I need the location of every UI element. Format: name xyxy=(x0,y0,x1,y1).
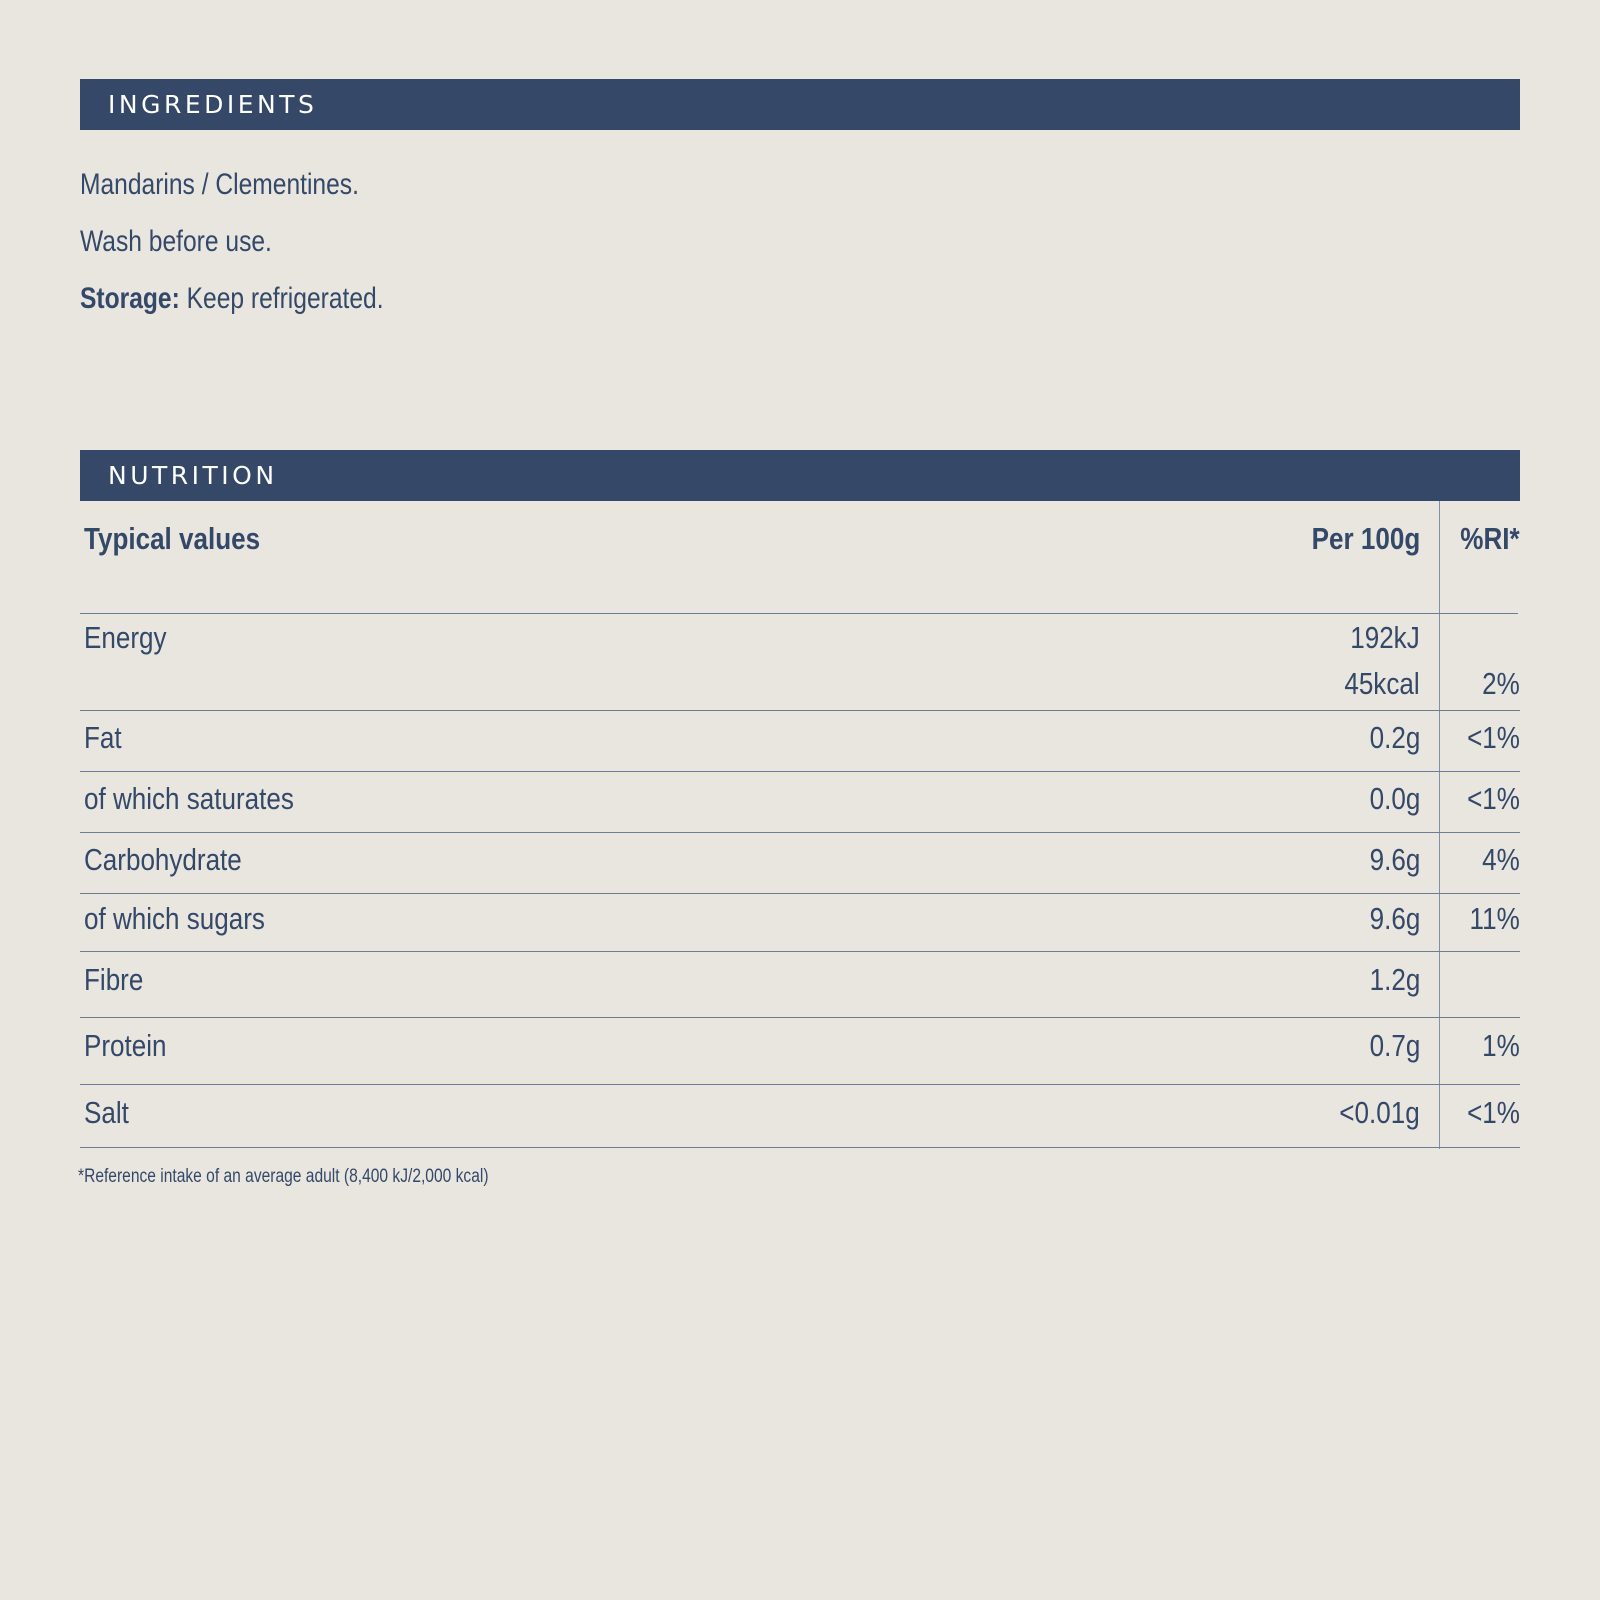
usage-instruction: Wash before use. xyxy=(80,225,272,258)
row-label-saturates: of which saturates xyxy=(84,781,294,816)
nutrition-heading-text: NUTRITION xyxy=(108,461,278,490)
reference-intake-footnote: *Reference intake of an average adult (8,400 kJ/2,000 kcal) xyxy=(78,1166,489,1187)
column-divider xyxy=(1439,501,1440,1149)
ingredients-list: Mandarins / Clementines. xyxy=(80,168,359,201)
row-label-energy: Energy xyxy=(84,620,167,655)
row-label-sugars: of which sugars xyxy=(84,901,265,936)
nutrition-table xyxy=(80,501,1520,1149)
row-value-sugars: 9.6g xyxy=(1369,901,1420,936)
row-value-saturates: 0.0g xyxy=(1369,781,1420,816)
row-value-fat: 0.2g xyxy=(1369,720,1420,755)
row-label-carbohydrate: Carbohydrate xyxy=(84,842,242,877)
row-divider xyxy=(80,1084,1520,1085)
storage-instruction xyxy=(80,282,384,316)
column-header-ri: %RI* xyxy=(1460,521,1520,556)
row-value-energy-kcal: 45kcal xyxy=(1344,666,1420,701)
row-divider xyxy=(80,1017,1520,1018)
row-value-energy-kj: 192kJ xyxy=(1350,620,1420,655)
ingredients-heading-text: INGREDIENTS xyxy=(108,90,318,119)
row-divider xyxy=(80,1147,1520,1148)
row-label-fat: Fat xyxy=(84,720,122,755)
row-divider xyxy=(80,893,1520,894)
row-divider xyxy=(80,613,1518,614)
ingredients-heading xyxy=(80,79,1520,130)
nutrition-heading xyxy=(80,450,1520,501)
storage-text: Keep refrigerated. xyxy=(179,282,384,315)
row-value-carbohydrate: 9.6g xyxy=(1369,842,1420,877)
row-label-salt: Salt xyxy=(84,1095,129,1130)
row-divider xyxy=(80,771,1520,772)
row-ri-energy: 2% xyxy=(1482,666,1520,701)
row-divider xyxy=(80,832,1520,833)
row-ri-fat: <1% xyxy=(1467,720,1520,755)
row-divider xyxy=(80,710,1520,711)
row-ri-carbohydrate: 4% xyxy=(1482,842,1520,877)
column-header-typical-values: Typical values xyxy=(84,521,261,556)
row-ri-saturates: <1% xyxy=(1467,781,1520,816)
row-value-salt: <0.01g xyxy=(1339,1095,1420,1130)
row-value-protein: 0.7g xyxy=(1369,1028,1420,1063)
row-label-fibre: Fibre xyxy=(84,962,144,997)
storage-label: Storage: xyxy=(80,282,180,315)
row-value-fibre: 1.2g xyxy=(1369,962,1420,997)
row-ri-salt: <1% xyxy=(1467,1095,1520,1130)
column-header-per-100g: Per 100g xyxy=(1311,521,1420,556)
row-ri-protein: 1% xyxy=(1482,1028,1520,1063)
row-ri-sugars: 11% xyxy=(1469,901,1520,936)
row-divider xyxy=(80,951,1520,952)
row-label-protein: Protein xyxy=(84,1028,167,1063)
